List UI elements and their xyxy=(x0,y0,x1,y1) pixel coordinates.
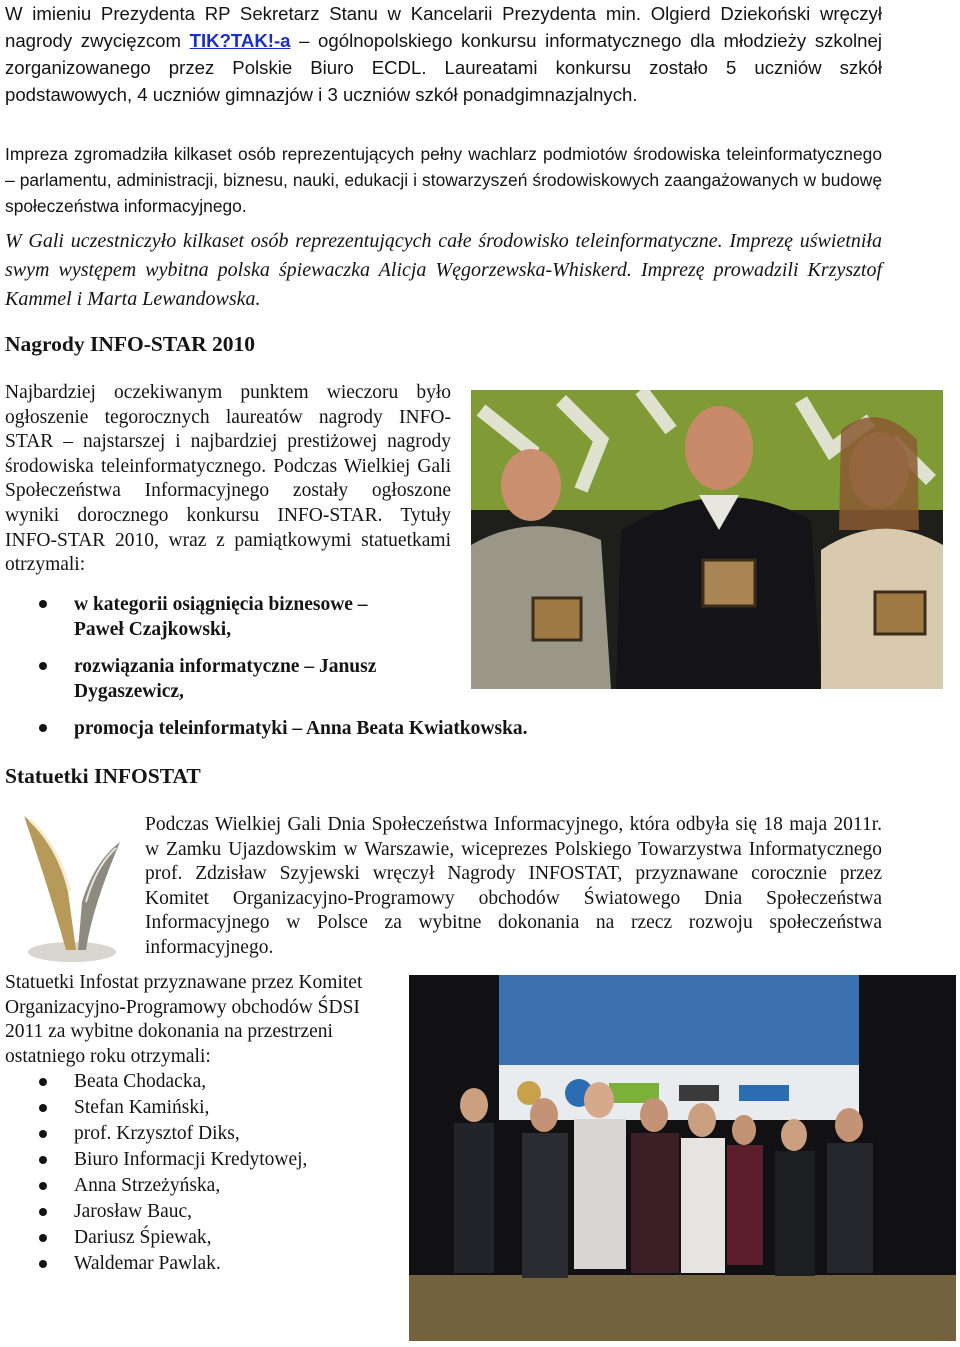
recipient-text: Anna Strzeżyńska, xyxy=(74,1175,221,1196)
bullet-icon xyxy=(39,1104,47,1112)
gala-paragraph: W Gali uczestniczyło kilkaset osób reprezentujących całe środowisko teleinformatyczne. Imprezę uświetniła swym występem wybitna polska śpiewaczka Alicja Węgorzewska-Whiskerd. Imprezę prowadzili Krzysztof Kammel i Marta Lewandowska. xyxy=(5,230,882,310)
bullet-icon xyxy=(39,1156,47,1164)
winner-text: rozwiązania informatyczne – Janusz Dygaszewicz, xyxy=(74,656,377,702)
list-item xyxy=(5,1225,395,1251)
winner-text: promocja teleinformatyki – Anna Beata Kwiatkowska. xyxy=(74,718,528,739)
infostat-paragraph: Podczas Wielkiej Gali Dnia Społeczeństwa Informacyjnego, która odbyła się 18 maja 2011r. w Zamku Ujazdowskim w Warszawie, wiceprezes Polskiego Towarzystwa Informatycznego prof. Zdzisław Szyjewski wręczył Nagrody INFOSTAT, przyznawane corocznie przez Komitet Organizacyjno-Programowy obchodów Światowego Dnia Społeczeństwa Informacyjnego w Polsce za wybitne dokonania na rzecz rozwoju społeczeństwa informacyjnego. xyxy=(145,814,882,958)
infostar-winners-list xyxy=(5,592,575,753)
list-item xyxy=(5,592,575,642)
bullet-icon xyxy=(39,662,47,670)
list-item xyxy=(5,1069,395,1095)
recipient-text: Beata Chodacka, xyxy=(74,1071,207,1092)
infostar-paragraph: Najbardziej oczekiwanym punktem wieczoru było ogłoszenie tegorocznych laureatów nagrody INFO-STAR – najstarszej i najbardziej prestiżowej nagrody środowiska teleinformatycznego. Podczas Wielkiej Gali Społeczeństwa Informacyjnego zostały ogłoszone wyniki dorocznego konkursu INFO-STAR. Tytuły INFO-STAR 2010, wraz z pamiątkowymi statuetkami otrzymali: xyxy=(5,382,451,576)
recipient-text: Waldemar Pawlak. xyxy=(74,1253,221,1274)
infostat-awards-intro: Statuetki Infostat przyznawane przez Komitet Organizacyjno-Programowy obchodów ŚDSI 2011 za wybitne dokonania na przestrzeni ostatniego roku otrzymali: xyxy=(5,972,363,1067)
statuette-illustration xyxy=(16,812,128,962)
list-item xyxy=(5,1147,395,1173)
infostat-heading: Statuetki INFOSTAT xyxy=(5,764,201,788)
recipient-text: Dariusz Śpiewak, xyxy=(74,1227,212,1248)
bullet-icon xyxy=(39,1234,47,1242)
list-item xyxy=(5,1095,395,1121)
bullet-icon xyxy=(39,1260,47,1268)
recipient-text: Stefan Kamiński, xyxy=(74,1097,210,1118)
list-item xyxy=(5,1173,395,1199)
list-item xyxy=(5,716,575,741)
event-paragraph: Impreza zgromadziła kilkaset osób reprezentujących pełny wachlarz podmiotów środowiska teleinformatycznego – parlamentu, administracji, biznesu, nauki, edukacji i stowarzyszeń środowiskowych zaangażowanych w budowę społeczeństwa informacyjnego. xyxy=(5,144,882,216)
list-item xyxy=(5,1251,395,1277)
tik-tak-link[interactable]: TIK?TAK!-a xyxy=(189,30,291,51)
intro-text-pre: W imieniu Prezydenta RP Sekretarz Stanu w Kancelarii Prezydenta min. Olgierd Dziekoński wręczył nagrody zwycięzcom xyxy=(5,3,882,51)
infostat-recipients-list xyxy=(5,1069,395,1277)
bullet-icon xyxy=(39,1130,47,1138)
recipient-text: Biuro Informacji Kredytowej, xyxy=(74,1149,308,1170)
bullet-icon xyxy=(39,724,47,732)
recipient-text: Jarosław Bauc, xyxy=(74,1201,193,1222)
group-photo-illustration xyxy=(409,975,956,1341)
list-item xyxy=(5,1121,395,1147)
bullet-icon xyxy=(39,600,47,608)
bullet-icon xyxy=(39,1078,47,1086)
list-item xyxy=(5,654,575,704)
list-item xyxy=(5,1199,395,1225)
bullet-icon xyxy=(39,1182,47,1190)
infostat-group-photo xyxy=(409,975,956,1341)
recipient-text: prof. Krzysztof Diks, xyxy=(74,1123,240,1144)
bullet-icon xyxy=(39,1208,47,1216)
infostar-heading: Nagrody INFO-STAR 2010 xyxy=(5,332,256,356)
intro-text-post: – ogólnopolskiego konkursu informatycznego dla młodzieży szkolnej zorganizowanego przez Polskie Biuro ECDL. Laureatami konkursu zostało 5 uczniów szkół podstawowych, 4 uczniów gimnazjów i 3 uczniów szkół ponadgimnazjalnych. xyxy=(5,30,882,105)
winner-text: w kategorii osiągnięcia biznesowe – Paweł Czajkowski, xyxy=(74,594,368,640)
infostat-statuette-image xyxy=(16,812,128,962)
intro-paragraph xyxy=(5,0,882,108)
